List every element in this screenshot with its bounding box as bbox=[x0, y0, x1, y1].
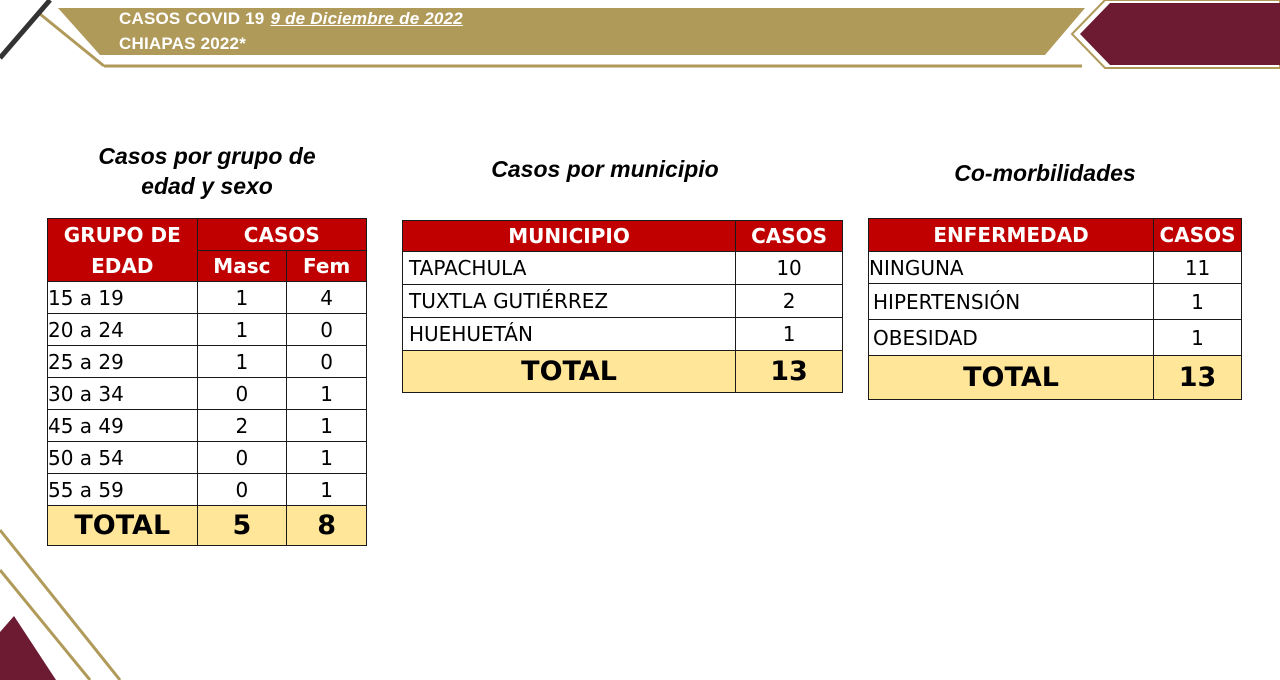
fem-header: Fem bbox=[287, 251, 367, 282]
table-row bbox=[403, 318, 843, 351]
municipio-cases-cell: 1 bbox=[736, 318, 843, 351]
table-row bbox=[48, 410, 367, 442]
age-group-cell: 50 a 54 bbox=[48, 442, 198, 474]
table-row bbox=[48, 442, 367, 474]
header-title bbox=[119, 9, 463, 29]
municipio-table bbox=[402, 220, 843, 393]
municipio-cases-cell: 10 bbox=[736, 252, 843, 285]
municipio-name-cell: HUEHUETÁN bbox=[403, 318, 736, 351]
total-label: TOTAL bbox=[48, 506, 198, 546]
municipio-cases-cell: 2 bbox=[736, 285, 843, 318]
age-title-line2: edad y sexo bbox=[141, 173, 273, 199]
municipio-cases-header: CASOS bbox=[736, 221, 843, 252]
municipio-table-title: Casos por municipio bbox=[491, 156, 719, 182]
total-value: 13 bbox=[1154, 356, 1242, 400]
masc-cell: 0 bbox=[197, 474, 287, 506]
masc-cell: 1 bbox=[197, 346, 287, 378]
municipio-name-cell: TUXTLA GUTIÉRREZ bbox=[403, 285, 736, 318]
header-subtitle: CHIAPAS 2022* bbox=[119, 34, 247, 53]
table-row bbox=[869, 320, 1242, 356]
disease-name-cell: OBESIDAD bbox=[869, 320, 1154, 356]
total-label: TOTAL bbox=[403, 351, 736, 393]
fem-cell: 4 bbox=[287, 282, 367, 314]
header-line1: CASOS COVID 19 bbox=[119, 9, 265, 28]
fem-cell: 1 bbox=[287, 474, 367, 506]
table-row bbox=[869, 284, 1242, 320]
municipio-name-cell: TAPACHULA bbox=[403, 252, 736, 285]
table-row bbox=[48, 346, 367, 378]
table-row bbox=[869, 252, 1242, 284]
age-cases-header: CASOS bbox=[197, 219, 366, 251]
fem-cell: 1 bbox=[287, 410, 367, 442]
masc-cell: 0 bbox=[197, 378, 287, 410]
masc-cell: 1 bbox=[197, 314, 287, 346]
total-label: TOTAL bbox=[869, 356, 1154, 400]
table-row bbox=[48, 378, 367, 410]
comorbidity-cases-header: CASOS bbox=[1154, 219, 1242, 252]
masc-cell: 1 bbox=[197, 282, 287, 314]
age-sex-table bbox=[47, 218, 367, 546]
disease-cases-cell: 11 bbox=[1154, 252, 1242, 284]
total-fem: 8 bbox=[287, 506, 367, 546]
total-row bbox=[869, 356, 1242, 400]
disease-name-cell: HIPERTENSIÓN bbox=[869, 284, 1154, 320]
comorbidity-table-title: Co-morbilidades bbox=[954, 160, 1136, 186]
disease-header: ENFERMEDAD bbox=[869, 219, 1154, 252]
table-row bbox=[48, 474, 367, 506]
fem-cell: 0 bbox=[287, 346, 367, 378]
municipio-header: MUNICIPIO bbox=[403, 221, 736, 252]
age-group-cell: 20 a 24 bbox=[48, 314, 198, 346]
age-table-title bbox=[62, 141, 352, 201]
table-row bbox=[48, 282, 367, 314]
comorbidity-table bbox=[868, 218, 1242, 400]
age-title-line1: Casos por grupo de bbox=[98, 143, 316, 169]
total-row bbox=[48, 506, 367, 546]
disease-cases-cell: 1 bbox=[1154, 284, 1242, 320]
age-group-header: GRUPO DE bbox=[48, 219, 198, 251]
age-group-cell: 30 a 34 bbox=[48, 378, 198, 410]
disease-cases-cell: 1 bbox=[1154, 320, 1242, 356]
fem-cell: 1 bbox=[287, 442, 367, 474]
fem-cell: 0 bbox=[287, 314, 367, 346]
table-row bbox=[403, 252, 843, 285]
total-value: 13 bbox=[736, 351, 843, 393]
age-group-header-2: EDAD bbox=[48, 251, 198, 282]
masc-cell: 2 bbox=[197, 410, 287, 442]
masc-cell: 0 bbox=[197, 442, 287, 474]
age-group-cell: 45 a 49 bbox=[48, 410, 198, 442]
header-date: 9 de Diciembre de 2022 bbox=[270, 9, 463, 28]
age-group-cell: 15 a 19 bbox=[48, 282, 198, 314]
table-row bbox=[403, 285, 843, 318]
disease-name-cell: NINGUNA bbox=[869, 252, 1154, 284]
total-masc: 5 bbox=[197, 506, 287, 546]
masc-header: Masc bbox=[197, 251, 287, 282]
fem-cell: 1 bbox=[287, 378, 367, 410]
age-group-cell: 55 a 59 bbox=[48, 474, 198, 506]
total-row bbox=[403, 351, 843, 393]
table-row bbox=[48, 314, 367, 346]
age-group-cell: 25 a 29 bbox=[48, 346, 198, 378]
